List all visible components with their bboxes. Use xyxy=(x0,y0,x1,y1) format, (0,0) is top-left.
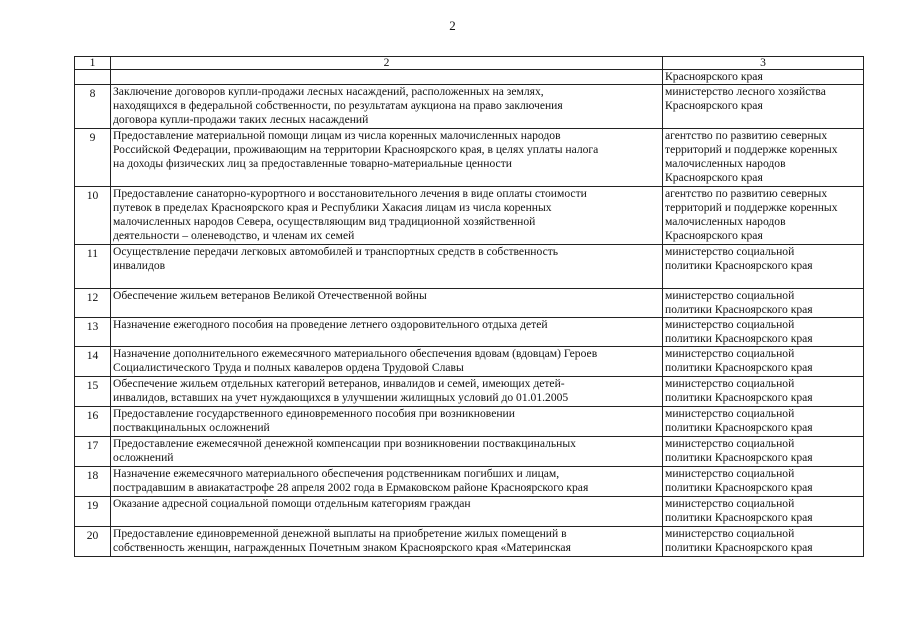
table-row xyxy=(75,407,864,437)
row-number: 14 xyxy=(75,347,111,377)
responsible-authority: Красноярского края xyxy=(663,70,864,85)
responsible-authority: министерство социальной политики Красноярского края xyxy=(663,347,864,377)
services-table xyxy=(74,56,864,557)
service-name xyxy=(111,70,663,85)
table-row xyxy=(75,245,864,289)
service-name: Предоставление единовременной денежной выплаты на приобретение жилых помещений в собственность женщин, награжденных Почетным знаком Красноярского края «Материнская xyxy=(111,527,663,557)
service-name: Предоставление ежемесячной денежной компенсации при возникновении поствакцинальных осложнений xyxy=(111,437,663,467)
responsible-authority: министерство социальной политики Красноярского края xyxy=(663,437,864,467)
responsible-authority: министерство социальной политики Красноярского края xyxy=(663,467,864,497)
column-header: 3 xyxy=(663,57,864,70)
row-number: 18 xyxy=(75,467,111,497)
service-name: Заключение договоров купли-продажи лесных насаждений, расположенных на землях, находящихся в федеральной собственности, по результатам аукциона на право заключения договора купли-продажи таких лесных насаждений xyxy=(111,85,663,129)
table-row xyxy=(75,318,864,347)
row-number: 20 xyxy=(75,527,111,557)
service-name: Назначение ежегодного пособия на проведение летнего оздоровительного отдыха детей xyxy=(111,318,663,347)
service-name: Обеспечение жильем ветеранов Великой Отечественной войны xyxy=(111,289,663,318)
row-number: 8 xyxy=(75,85,111,129)
responsible-authority: министерство социальной политики Красноярского края xyxy=(663,318,864,347)
service-name: Предоставление материальной помощи лицам из числа коренных малочисленных народов Российской Федерации, проживающим на территории Красноярского края, в целях уплаты налога на доходы физических лиц за предоставленные товарно-материальные ценности xyxy=(111,129,663,187)
row-number: 12 xyxy=(75,289,111,318)
row-number: 17 xyxy=(75,437,111,467)
row-number xyxy=(75,70,111,85)
table-row xyxy=(75,70,864,85)
row-number: 9 xyxy=(75,129,111,187)
row-number: 15 xyxy=(75,377,111,407)
responsible-authority: министерство социальной политики Красноярского края xyxy=(663,407,864,437)
responsible-authority: министерство социальной политики Красноярского края xyxy=(663,527,864,557)
service-name: Оказание адресной социальной помощи отдельным категориям граждан xyxy=(111,497,663,527)
table-row xyxy=(75,347,864,377)
row-number: 19 xyxy=(75,497,111,527)
responsible-authority: министерство социальной политики Красноярского края xyxy=(663,245,864,289)
table-row xyxy=(75,467,864,497)
responsible-authority: министерство социальной политики Красноярского края xyxy=(663,377,864,407)
table-row xyxy=(75,497,864,527)
table-row xyxy=(75,187,864,245)
row-number: 13 xyxy=(75,318,111,347)
service-name: Предоставление санаторно-курортного и восстановительного лечения в виде оплаты стоимости путевок в пределах Красноярского края и Республики Хакасия лицам из числа коренных малочисленных народов Севера, осуществляющим вид традиционной хозяйственной деятельности – оленеводство, и членам их семей xyxy=(111,187,663,245)
service-name: Предоставление государственного единовременного пособия при возникновении поствакцинальных осложнений xyxy=(111,407,663,437)
column-header: 2 xyxy=(111,57,663,70)
responsible-authority: агентство по развитию северных территорий и поддержке коренных малочисленных народов Красноярского края xyxy=(663,129,864,187)
responsible-authority: министерство социальной политики Красноярского края xyxy=(663,289,864,318)
table-row xyxy=(75,377,864,407)
service-name: Назначение ежемесячного материального обеспечения родственникам погибших и лицам, пострадавшим в авиакатастрофе 28 апреля 2002 года в Ермаковском районе Красноярского края xyxy=(111,467,663,497)
page-number: 2 xyxy=(449,18,456,33)
table-header-row xyxy=(75,57,864,70)
table-row xyxy=(75,85,864,129)
table-row xyxy=(75,437,864,467)
row-number: 10 xyxy=(75,187,111,245)
table-row xyxy=(75,527,864,557)
table-row xyxy=(75,289,864,318)
responsible-authority: министерство социальной политики Красноярского края xyxy=(663,497,864,527)
service-name: Обеспечение жильем отдельных категорий ветеранов, инвалидов и семей, имеющих детей- инвалидов, вставших на учет нуждающихся в улучшении жилищных условий до 01.01.2005 xyxy=(111,377,663,407)
table-row xyxy=(75,129,864,187)
service-name: Назначение дополнительного ежемесячного материального обеспечения вдовам (вдовцам) Героев Социалистического Труда и полных кавалеров ордена Трудовой Славы xyxy=(111,347,663,377)
column-header: 1 xyxy=(75,57,111,70)
service-name: Осуществление передачи легковых автомобилей и транспортных средств в собственность инвалидов xyxy=(111,245,663,289)
row-number: 11 xyxy=(75,245,111,289)
row-number: 16 xyxy=(75,407,111,437)
responsible-authority: министерство лесного хозяйства Красноярского края xyxy=(663,85,864,129)
responsible-authority: агентство по развитию северных территорий и поддержке коренных малочисленных народов Красноярского края xyxy=(663,187,864,245)
